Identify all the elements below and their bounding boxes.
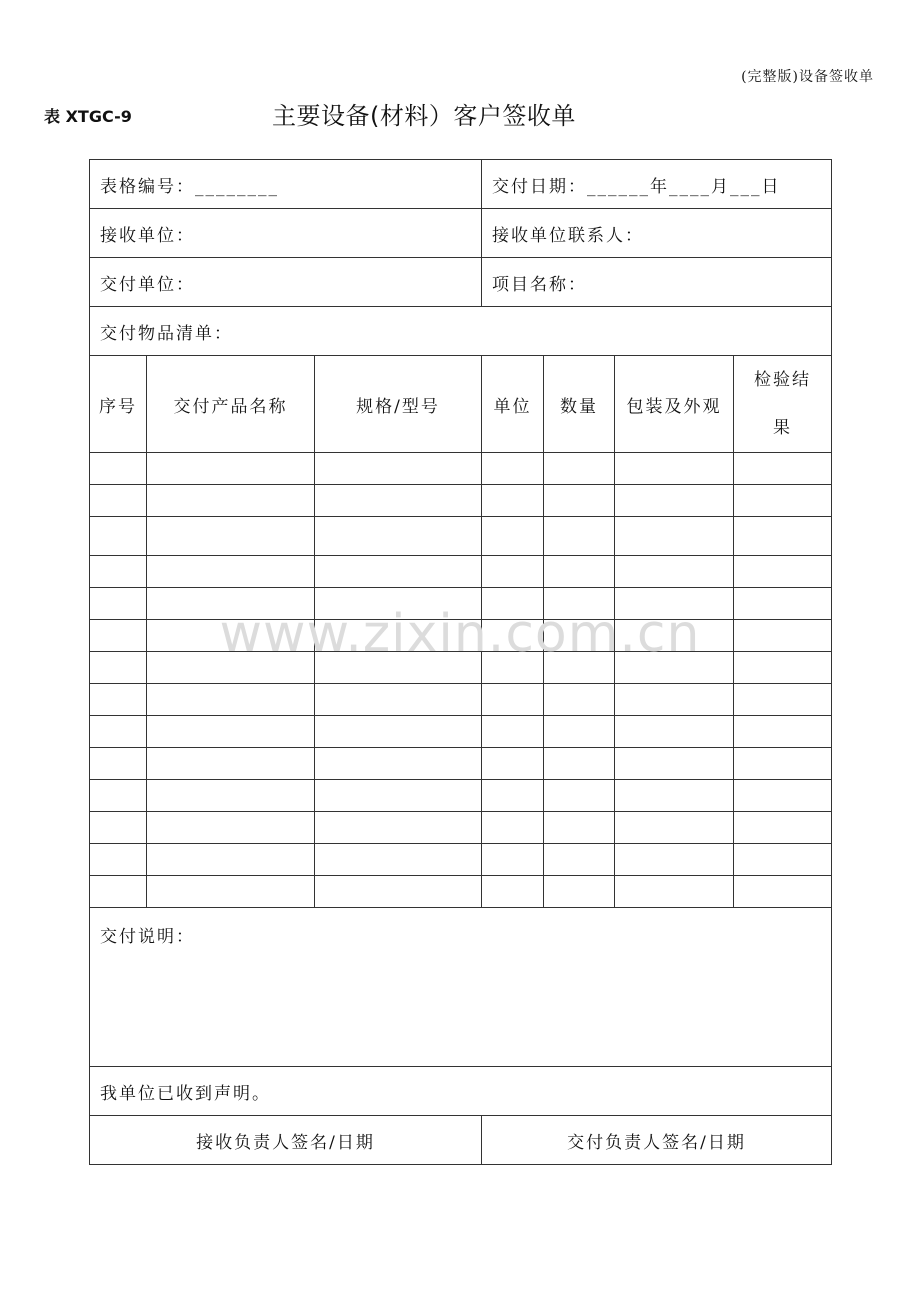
delivery-notes-field[interactable]: 交付说明： [90,908,832,1067]
item-cell[interactable] [482,652,544,684]
item-cell[interactable] [734,652,832,684]
item-cell[interactable] [544,876,615,908]
table-row [90,748,832,780]
item-cell[interactable] [544,620,615,652]
col-spec-header: 规格/型号 [315,356,482,453]
item-cell[interactable] [315,652,482,684]
item-cell[interactable] [615,780,734,812]
col-inspection-header [734,356,832,453]
col-seq-header: 序号 [90,356,147,453]
col-product-header: 交付产品名称 [147,356,315,453]
item-cell[interactable] [615,844,734,876]
receiving-unit-field[interactable]: 接收单位： [90,209,482,258]
table-row [90,716,832,748]
item-cell[interactable] [615,620,734,652]
item-cell[interactable] [734,453,832,485]
item-cell[interactable] [147,588,315,620]
col-package-header: 包装及外观 [615,356,734,453]
table-row [90,588,832,620]
item-cell[interactable] [315,716,482,748]
item-cell[interactable] [734,844,832,876]
table-row [90,780,832,812]
item-cell[interactable] [734,780,832,812]
item-cell[interactable] [544,684,615,716]
header-note: (完整版)设备签收单 [741,69,874,85]
item-cell[interactable] [315,812,482,844]
item-cell[interactable] [734,556,832,588]
item-cell[interactable] [615,485,734,517]
item-cell[interactable] [734,620,832,652]
item-cell[interactable] [734,485,832,517]
item-cell[interactable] [90,780,147,812]
item-cell[interactable] [482,844,544,876]
item-cell[interactable] [315,620,482,652]
table-row [90,844,832,876]
item-cell[interactable] [147,453,315,485]
item-cell[interactable] [147,876,315,908]
item-cell[interactable] [482,588,544,620]
table-row [90,652,832,684]
item-cell[interactable] [544,556,615,588]
item-cell[interactable] [482,780,544,812]
project-name-field[interactable]: 项目名称： [482,258,832,307]
item-cell[interactable] [90,716,147,748]
item-cell[interactable] [615,684,734,716]
item-cell[interactable] [315,588,482,620]
receipt-statement: 我单位已收到声明。 [90,1067,832,1116]
item-cell[interactable] [544,780,615,812]
item-cell[interactable] [147,517,315,556]
item-cell[interactable] [615,812,734,844]
item-cell[interactable] [482,716,544,748]
form-code: 表 XTGC-9 [44,107,132,126]
item-cell[interactable] [544,844,615,876]
deliverer-signature-field[interactable]: 交付负责人签名/日期 [482,1116,832,1165]
inspection-label-line1: 检验结 [754,370,812,390]
item-cell[interactable] [90,453,147,485]
item-cell[interactable] [544,748,615,780]
item-cell[interactable] [615,876,734,908]
item-cell[interactable] [90,812,147,844]
item-cell[interactable] [544,716,615,748]
item-cell[interactable] [147,844,315,876]
form-number-field[interactable]: 表格编号：________ [90,160,482,209]
inspection-label-line2: 果 [773,418,793,438]
item-cell[interactable] [90,620,147,652]
item-cell[interactable] [315,844,482,876]
item-cell[interactable] [615,716,734,748]
table-row [90,620,832,652]
item-cell[interactable] [734,716,832,748]
receipt-form-table [89,159,832,1165]
item-cell[interactable] [90,517,147,556]
item-cell[interactable] [147,812,315,844]
item-cell[interactable] [147,748,315,780]
col-qty-header: 数量 [544,356,615,453]
watermark: www.zixin.com.cn [219,604,701,664]
item-cell[interactable] [482,684,544,716]
table-row [90,684,832,716]
col-unit-header: 单位 [482,356,544,453]
item-cell[interactable] [147,620,315,652]
table-row [90,812,832,844]
item-cell[interactable] [315,517,482,556]
item-cell[interactable] [90,876,147,908]
delivering-unit-field[interactable]: 交付单位： [90,258,482,307]
item-cell[interactable] [544,517,615,556]
item-cell[interactable] [544,453,615,485]
table-row [90,556,832,588]
item-cell[interactable] [734,812,832,844]
item-list-label: 交付物品清单： [90,307,832,356]
item-cell[interactable] [147,684,315,716]
item-cell[interactable] [734,588,832,620]
item-cell[interactable] [90,556,147,588]
item-cell[interactable] [90,844,147,876]
delivery-date-field[interactable]: 交付日期：______年____月___日 [482,160,832,209]
item-cell[interactable] [147,780,315,812]
document-title: 主要设备(材料）客户签收单 [272,102,576,130]
table-row [90,485,832,517]
receiving-contact-field[interactable]: 接收单位联系人： [482,209,832,258]
item-cell[interactable] [315,556,482,588]
item-cell[interactable] [734,684,832,716]
receiver-signature-field[interactable]: 接收负责人签名/日期 [90,1116,482,1165]
table-row [90,876,832,908]
item-cell[interactable] [615,453,734,485]
item-cell[interactable] [482,453,544,485]
item-cell[interactable] [544,812,615,844]
item-cell[interactable] [90,485,147,517]
item-cell[interactable] [544,588,615,620]
item-cell[interactable] [315,684,482,716]
item-cell[interactable] [482,485,544,517]
item-cell[interactable] [734,517,832,556]
item-cell[interactable] [315,780,482,812]
item-cell[interactable] [615,652,734,684]
item-cell[interactable] [615,748,734,780]
item-cell[interactable] [482,556,544,588]
item-cell[interactable] [482,876,544,908]
item-cell[interactable] [315,485,482,517]
item-cell[interactable] [147,652,315,684]
table-row [90,517,832,556]
item-cell[interactable] [482,812,544,844]
item-cell[interactable] [147,556,315,588]
item-cell[interactable] [734,748,832,780]
item-cell[interactable] [147,716,315,748]
table-header-row [90,356,832,453]
item-cell[interactable] [615,517,734,556]
item-cell[interactable] [734,876,832,908]
item-cell[interactable] [544,485,615,517]
item-cell[interactable] [482,748,544,780]
item-cell[interactable] [315,876,482,908]
table-row [90,453,832,485]
item-cell[interactable] [90,652,147,684]
item-cell[interactable] [147,485,315,517]
item-cell[interactable] [90,684,147,716]
item-cell[interactable] [482,517,544,556]
item-cell[interactable] [615,588,734,620]
item-cell[interactable] [315,453,482,485]
item-cell[interactable] [90,588,147,620]
item-cell[interactable] [544,652,615,684]
item-cell[interactable] [482,620,544,652]
item-cell[interactable] [90,748,147,780]
item-cell[interactable] [615,556,734,588]
item-cell[interactable] [315,748,482,780]
